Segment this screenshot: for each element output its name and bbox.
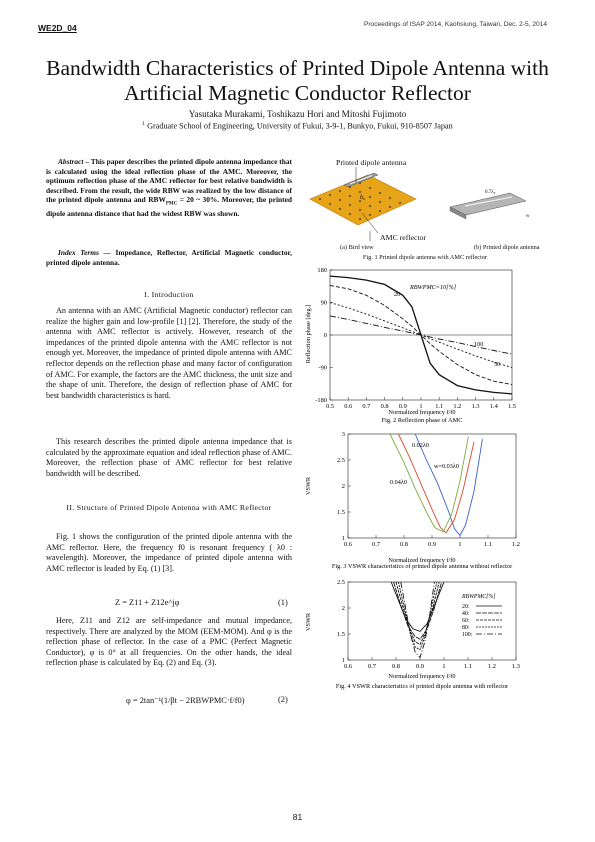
legend-title: RBWPMC[%] bbox=[462, 594, 496, 600]
fig3-chart bbox=[302, 430, 542, 572]
equation-2-number: (2) bbox=[278, 695, 288, 704]
proceedings-line: Proceedings of ISAP 2014, Kaohsiung, Taiwan, Dec. 2-5, 2014 bbox=[363, 21, 547, 28]
x-tick-label: 0.8 bbox=[380, 403, 389, 410]
chart-annotation: w=0.03λ0 bbox=[434, 463, 459, 470]
y-tick-label: 1 bbox=[341, 535, 345, 542]
x-tick-label: 0.8 bbox=[392, 663, 400, 670]
x-tick-label: 0.7 bbox=[368, 663, 376, 670]
abstract bbox=[46, 157, 292, 219]
x-tick-label: 0.6 bbox=[344, 663, 352, 670]
legend-label: 60: bbox=[462, 618, 470, 624]
y-axis-label: VSWR bbox=[305, 612, 312, 632]
x-tick-label: 1 bbox=[419, 403, 423, 410]
x-tick-label: 0.5 bbox=[326, 403, 334, 410]
x-tick-label: 1.2 bbox=[512, 541, 520, 548]
intro-paragraph-2: This research describes the printed dipole antenna impedance that is calculated by the approximate equation and ideal reflection phase of AMC. Moreover, the reflection phase of AMC reflector for best relative bandwidth will be described. bbox=[46, 437, 292, 478]
x-tick-label: 1.3 bbox=[471, 403, 480, 410]
y-tick-label: 1 bbox=[341, 657, 345, 664]
dimension-label: 0.7λ₀ bbox=[485, 190, 496, 195]
abstract-text: This paper describes the printed dipole antenna impedance that is calculated using the ideal reflection phase of the AMC. Moreover, the optimum reflection phase of the AMC reflector for best relative bandwidth is described. From the result, the wide RBW was realized by the low distance of the printed dipole antenna and RBW bbox=[46, 157, 292, 205]
y-tick-label: 2 bbox=[341, 605, 345, 612]
paper-code: WE2D_04 bbox=[38, 23, 77, 33]
abstract-sub: PMC bbox=[165, 201, 178, 207]
equation-1: Z = Z11 + Z12e^jφ bbox=[115, 598, 180, 607]
chart-annotation: 50 bbox=[494, 361, 501, 368]
label-printed-dipole: Printed dipole antenna bbox=[336, 158, 407, 167]
y-tick-label: 90 bbox=[320, 299, 327, 307]
y-axis-label: Reflection phase [deg.] bbox=[305, 304, 312, 364]
section2-paragraph-1: Fig. 1 shows the configuration of the printed dipole antenna with the AMC reflector. Here, the frequency f0 is resonant frequency ( λ0 : wavelength). Moreover, the impedance of printed dipole antenna with AMC reflector is leaded by Eq. (1) [3]. bbox=[46, 532, 292, 573]
x-tick-label: 0.6 bbox=[344, 403, 353, 410]
x-tick-label: 1 bbox=[458, 541, 462, 548]
section-heading-structure: II. Structure of Printed Dipole Antenna with AMC Reflector bbox=[66, 503, 272, 512]
chart-annotation: 20 bbox=[394, 291, 401, 298]
x-axis-label: Normalized frequency f/f0 bbox=[388, 673, 456, 680]
x-axis-label: Normalized frequency f/f0 bbox=[388, 409, 456, 416]
affiliation bbox=[20, 121, 575, 131]
abstract-text-2: = 20 ~ 30%. Moreover, the printed dipole antenna distance that had the widest RBW was shown. bbox=[46, 195, 292, 219]
x-tick-label: 0.9 bbox=[428, 541, 436, 548]
series-line-0 bbox=[391, 582, 444, 631]
x-tick-label: 1.1 bbox=[484, 541, 492, 548]
y-tick-label: 2.5 bbox=[337, 579, 345, 586]
chart-annotation: 0.04λ0 bbox=[390, 479, 407, 486]
index-terms bbox=[46, 248, 292, 267]
index-terms-text: Impedance, Reflector, Artificial Magnetic conductor, printed dipole antenna. bbox=[46, 248, 292, 267]
label-amc-reflector: AMC reflector bbox=[380, 233, 427, 242]
legend-label: 40: bbox=[462, 611, 470, 617]
affiliation-mark: 1 bbox=[142, 121, 146, 127]
y-axis-label: VSWR bbox=[305, 476, 312, 496]
y-tick-label: 2 bbox=[341, 483, 345, 490]
x-tick-label: 0.6 bbox=[344, 541, 352, 548]
x-tick-label: 0.7 bbox=[372, 541, 380, 548]
legend-label: 100: bbox=[462, 632, 473, 638]
x-tick-label: 1.1 bbox=[435, 403, 444, 410]
equation-2: φ = 2tan⁻¹(1/βt − 2RBWPMC·f/f0) bbox=[126, 696, 245, 705]
chart-caption: Fig. 3 VSWR characteristics of printed dipole antenna without reflector bbox=[331, 563, 513, 570]
y-tick-label: 3 bbox=[341, 431, 345, 438]
x-tick-label: 1.2 bbox=[453, 403, 462, 410]
h0-label: h₀ bbox=[360, 195, 366, 201]
x-tick-label: 0.7 bbox=[362, 403, 371, 410]
fig1-sub-a: (a) Bird view bbox=[340, 244, 374, 251]
fig4-chart bbox=[302, 576, 542, 694]
chart-caption: Fig. 2 Reflection phase of AMC bbox=[381, 417, 463, 424]
x-tick-label: 1 bbox=[442, 663, 446, 670]
x-axis-label: Normalized frequency f/f0 bbox=[388, 557, 456, 564]
sub-substrate bbox=[450, 193, 526, 215]
w-label: w bbox=[526, 214, 530, 219]
equation-1-number: (1) bbox=[278, 598, 288, 607]
y-tick-label: 0 bbox=[323, 332, 327, 339]
x-tick-label: 1.2 bbox=[488, 663, 496, 670]
index-terms-label: Index Terms — bbox=[58, 248, 111, 257]
y-tick-label: 2.5 bbox=[337, 457, 345, 464]
legend-label: 80: bbox=[462, 625, 470, 631]
x-tick-label: 1.4 bbox=[489, 403, 498, 410]
x-tick-label: 1.3 bbox=[512, 663, 520, 670]
figure-1 bbox=[300, 155, 550, 267]
chart-annotation: 0.02λ0 bbox=[412, 442, 429, 449]
section2-paragraph-2: Here, Z11 and Z12 are self-impedance and mutual impedance, respectively. There are analyzed by the MOM (EEM-MOM). And φ is the reflection phase of reflector. In the case of a PMC (Perfect Magnetic Conductor), φ is 0° at all frequencies. On the other hands, the ideal reflection phase is calculated by Eq. (2) and Eq. (3). bbox=[46, 616, 292, 668]
y-tick-label: 180 bbox=[317, 267, 327, 274]
x-tick-label: 0.9 bbox=[416, 663, 424, 670]
y-tick-label: -90 bbox=[318, 364, 327, 372]
fig2-chart bbox=[302, 264, 542, 430]
legend-label: 20: bbox=[462, 604, 470, 610]
abstract-label: Abstract – bbox=[58, 157, 90, 166]
chart-annotation: RBWPMC=10[%] bbox=[410, 284, 457, 291]
x-tick-label: 0.9 bbox=[398, 403, 407, 410]
paper-title: Bandwidth Characteristics of Printed Dipole Antenna with Artificial Magnetic Conductor Reflector bbox=[46, 56, 549, 105]
section-heading-intro: I. Introduction bbox=[144, 290, 194, 299]
page-number: 81 bbox=[292, 812, 303, 822]
fig1-sub-b: (b) Printed dipole antenna bbox=[474, 244, 540, 251]
y-tick-label: 1.5 bbox=[337, 509, 345, 516]
y-tick-label: 1.5 bbox=[337, 631, 345, 638]
x-tick-label: 1.1 bbox=[464, 663, 472, 670]
y-tick-label: -180 bbox=[315, 397, 327, 404]
x-tick-label: 1.5 bbox=[508, 403, 516, 410]
chart-annotation: 100 bbox=[474, 341, 484, 348]
series-line-1 bbox=[398, 434, 474, 533]
author-list: Yasutaka Murakami, Toshikazu Hori and Mitoshi Fujimoto bbox=[188, 109, 407, 119]
x-tick-label: 0.8 bbox=[400, 541, 408, 548]
affiliation-text: Graduate School of Engineering, University of Fukui, 3-9-1, Bunkyo, Fukui, 910-8507 Japan bbox=[147, 121, 453, 131]
chart-caption: Fig. 4 VSWR characteristics of printed dipole antenna with reflector bbox=[335, 683, 509, 690]
intro-paragraph-1: An antenna with an AMC (Artificial Magnetic conductor) reflector can realize the higher gain and low-profile [1] [2]. Therefore, the study of the antenna with AMC reflector is actively. However, research of the impedances of the printed dipole antenna with the AMC reflector is not enough yet. Moreover, the impedance of printed dipole antenna with AMC reflector depends on the reflection phase and many factor of configuration of AMC. For example, the factors are the AMC thickness, the unit size and the shape of unit. Therefore, the design of reflection phase of AMC for best bandwidth characteristics is hard. bbox=[46, 306, 292, 400]
fig1-caption: Fig. 1 Printed dipole antenna with AMC reflector bbox=[362, 254, 488, 261]
